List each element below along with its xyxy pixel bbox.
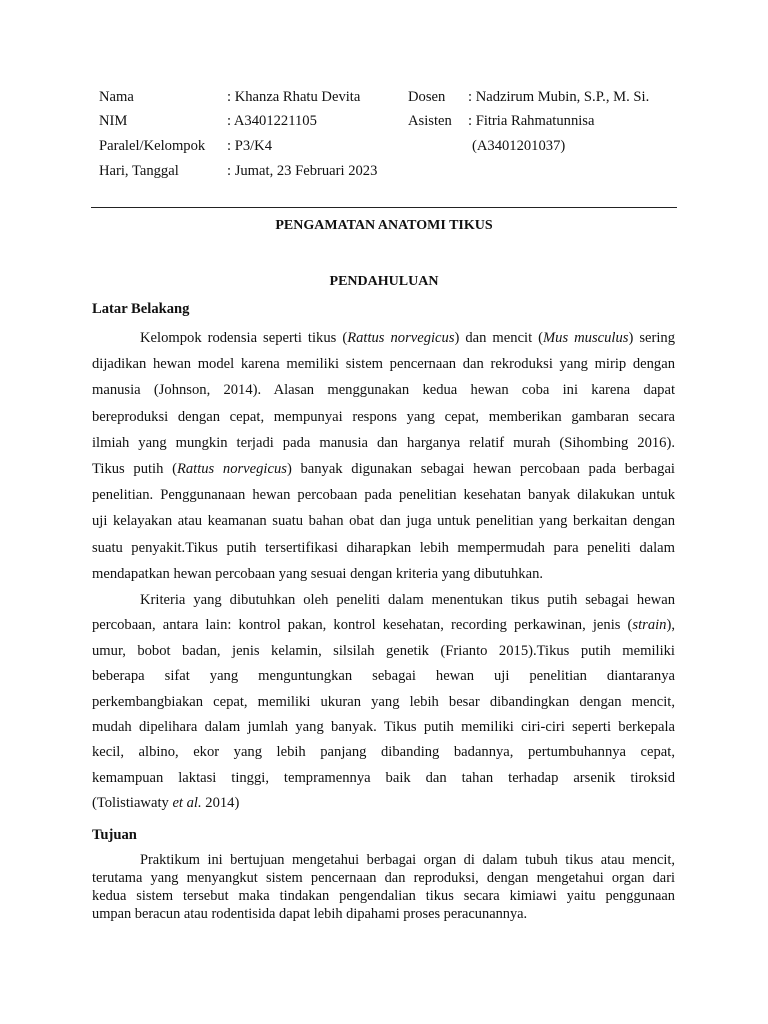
paragraph-latar-belakang-1: [92, 325, 675, 587]
value-nim: : A3401221105: [227, 113, 317, 129]
text-line: manusia (Johnson, 2014). Alasan menggunakan kedua hewan coba ini karena dapat: [92, 382, 675, 399]
text-line: umur, bobot badan, jenis kelamin, silsilah genetik (Frianto 2015).Tikus putih memiliki: [92, 642, 675, 659]
value-paralel: : P3/K4: [227, 138, 273, 154]
text-line: Kriteria yang dibutuhkan oleh peneliti dalam menentukan tikus putih sebagai hewan: [140, 592, 675, 608]
text-line: bereproduksi dengan cepat, mempunyai respons yang cepat, memberikan gambaran secara: [92, 408, 675, 425]
label-asisten: Asisten: [408, 113, 452, 129]
label-nim: NIM: [99, 113, 128, 129]
subsection-heading-latar-belakang: Latar Belakang: [92, 301, 190, 317]
label-dosen: Dosen: [408, 89, 446, 105]
text-line: Praktikum ini bertujuan mengetahui berbagai organ di dalam tubuh tikus atau mencit,: [140, 852, 675, 868]
paragraph-tujuan: [92, 852, 675, 924]
text-line: perkembangbiakan cepat, memiliki ukuran yang lebih besar dibandingkan dengan mencit,: [92, 693, 675, 710]
text-line: (Tolistiawaty et al. 2014): [92, 795, 240, 812]
text-line: penelitian. Penggunanaan hewan percobaan pada penelitian kesehatan banyak dilakukan untuk: [92, 487, 675, 504]
text-line: suatu penyakit.Tikus putih tersertifikasi diharapkan lebih mempermudah para peneliti dalam: [92, 539, 675, 556]
value-asisten-nim: (A3401201037): [472, 138, 566, 154]
text-line: Tikus putih (Rattus norvegicus) banyak digunakan sebagai hewan percobaan pada berbagai: [92, 461, 675, 478]
value-nama: : Khanza Rhatu Devita: [227, 89, 361, 105]
label-paralel: Paralel/Kelompok: [99, 138, 206, 154]
subsection-heading-tujuan: Tujuan: [92, 827, 137, 843]
label-nama: Nama: [99, 89, 134, 105]
section-title: PENDAHULUAN: [329, 274, 439, 289]
text-line: kemampuan laktasi tinggi, tempramennya baik dan tahan terhadap arsenik tiroksid: [92, 769, 675, 786]
text-line: terutama yang menyangkut sistem pencernaan dan reproduksi, dengan mengetahui organ dari: [92, 869, 675, 886]
value-dosen: : Nadzirum Mubin, S.P., M. Si.: [468, 89, 650, 105]
text-line: ilmiah yang mungkin terjadi pada manusia dan harganya relatif murah (Sihombing 2016).: [92, 434, 675, 451]
text-line: percobaan, antara lain: kontrol pakan, kontrol kesehatan, recording perkawinan, jenis (strain),: [92, 617, 675, 634]
text-line: dijadikan hewan model karena memiliki sistem pencernaan dan rekroduksi yang mirip dengan: [92, 356, 675, 373]
text-line: Kelompok rodensia seperti tikus (Rattus norvegicus) dan mencit (Mus musculus) sering: [140, 330, 675, 346]
value-asisten: : Fitria Rahmatunnisa: [468, 113, 595, 129]
text-line: beberapa sifat yang menguntungkan sebagai hewan uji penelitian diantaranya: [92, 668, 675, 685]
text-line: uji kelayakan atau keamanan suatu bahan obat dan juga untuk penelitian yang berkaitan dengan: [92, 513, 675, 530]
text-line: mudah dipelihara dalam jumlah yang banyak. Tikus putih memiliki ciri-ciri seperti berkepala: [92, 719, 675, 736]
document-title: PENGAMATAN ANATOMI TIKUS: [275, 218, 493, 233]
text-line: umpan beracun atau rodentisida dapat lebih dipahami proses peracunannya.: [92, 905, 528, 922]
paragraph-latar-belakang-2: [92, 588, 675, 817]
text-line: mendapatkan hewan percobaan yang sesuai dengan kriteria yang dibutuhkan.: [92, 565, 544, 582]
text-line: kedua sistem tersebut maka tindakan pengendalian tikus secara kimiawi yaitu penggunaan: [92, 887, 675, 904]
label-hari-tanggal: Hari, Tanggal: [99, 163, 179, 179]
header-divider: [91, 207, 677, 208]
value-hari-tanggal: : Jumat, 23 Februari 2023: [227, 163, 378, 179]
text-line: kecil, albino, ekor yang lebih panjang dibanding badannya, pertumbuhannya cepat,: [92, 744, 675, 761]
